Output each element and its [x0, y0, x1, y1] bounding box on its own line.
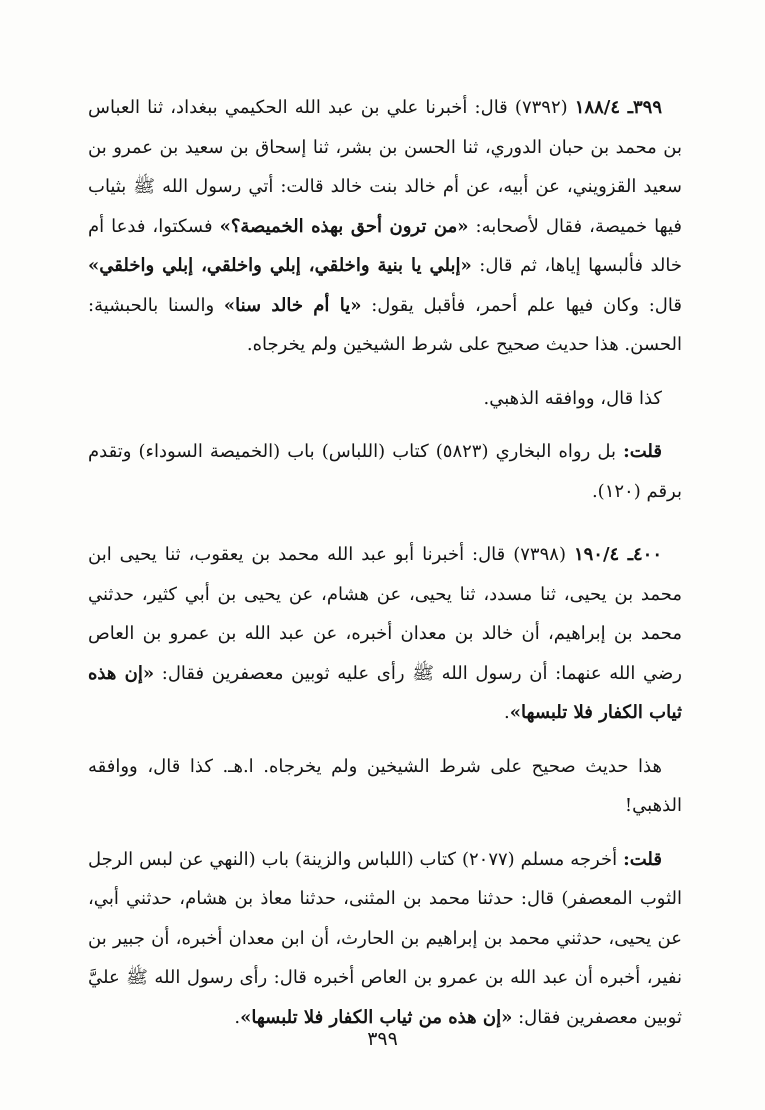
hadith-quote: «إن هذه ثياب الكفار فلا تلبسها» [88, 662, 682, 723]
qult-end: . [234, 1006, 241, 1028]
qult-text: أخرجه مسلم (٢٠٧٧) كتاب (اللباس والزينة) باب (النهي عن لبس الرجل الثوب المعصفر) قال: حدثنا محمد بن المثنى، حدثنا معاذ بن هشام، حدثني أبي، عن يحيى، حدثني محمد بن إبراهيم بن الحارث، أن ابن معدان أخبره، أن جبير بن نفير، أخبره أن عبد الله بن عمرو بن العاص أخبره قال: رأى رسول الله ﷺ عليَّ ثوبين معصفرين فقال: [88, 848, 682, 1028]
dhahabi-note-1: كذا قال، ووافقه الذهبي. [483, 387, 662, 409]
hadith-text: (٧٣٩٨) قال: أخبرنا أبو عبد الله محمد بن يعقوب، ثنا يحيى ابن محمد بن يحيى، ثنا مسدد، ثنا يحيى، عن هشام، عن يحيى بن أبي كثير، حدثني محمد بن إبراهيم، أن خالد بن معدان أخبره، عن عبد الله بن عمرو بن العاص رضي الله عنهما: أن رسول الله ﷺ رأى عليه ثوبين معصفرين فقال: [88, 544, 682, 684]
hadith-text: والسنا بالحبشية: الحسن. هذا حديث صحيح على شرط الشيخين ولم يخرجاه. [88, 294, 682, 355]
qult-note-2 [88, 840, 682, 1038]
qult-label: قلت: [623, 441, 662, 462]
qult-text: بل رواه البخاري (٥٨٢٣) كتاب (اللباس) باب (الخميصة السوداء) وتقدم برقم (١٢٠). [88, 441, 682, 502]
qult-label: قلت: [623, 848, 662, 870]
hadith-end: . [504, 702, 510, 723]
qult-note-1 [88, 432, 682, 511]
page-body [88, 88, 682, 1037]
page-number: ٣٩٩ [367, 1028, 398, 1050]
hadith-number: ٤٠٠ـ ١٩٠/٤ [573, 544, 662, 565]
hadith-text: (٧٣٩٢) قال: أخبرنا علي بن عبد الله الحكيمي ببغداد، ثنا العباس بن محمد بن حبان الدوري، ثنا الحسن بن بشر، ثنا إسحاق بن سعيد بن عمرو بن سعيد القزويني، عن أبيه، عن أم خالد بنت خالد قالت: أتي رسول الله ﷺ بثياب فيها خميصة، فقال لأصحابه: [88, 97, 682, 237]
hadith-quote: «إبلي يا بنية واخلقي، إبلي واخلقي، إبلي واخلقي» [88, 255, 472, 276]
dhahabi-note-2: هذا حديث صحيح على شرط الشيخين ولم يخرجاه. ا.هـ. كذا قال، ووافقه الذهبي! [88, 755, 682, 816]
hadith-399 [88, 88, 682, 365]
hadith-text: قال: وكان فيها علم أحمر، فأقبل يقول: [371, 294, 682, 316]
hadith-text: فسكتوا، فدعا أم خالد فألبسها إياها، ثم قال: [88, 215, 682, 276]
hadith-number: ٣٩٩ـ ١٨٨/٤ [574, 97, 662, 118]
hadith-quote: «إن هذه من ثياب الكفار فلا تلبسها» [240, 1006, 513, 1028]
hadith-quote: «من ترون أحق بهذه الخميصة؟» [219, 215, 469, 237]
hadith-400 [88, 535, 682, 733]
hadith-quote: «يا أم خالد سنا» [223, 294, 362, 316]
